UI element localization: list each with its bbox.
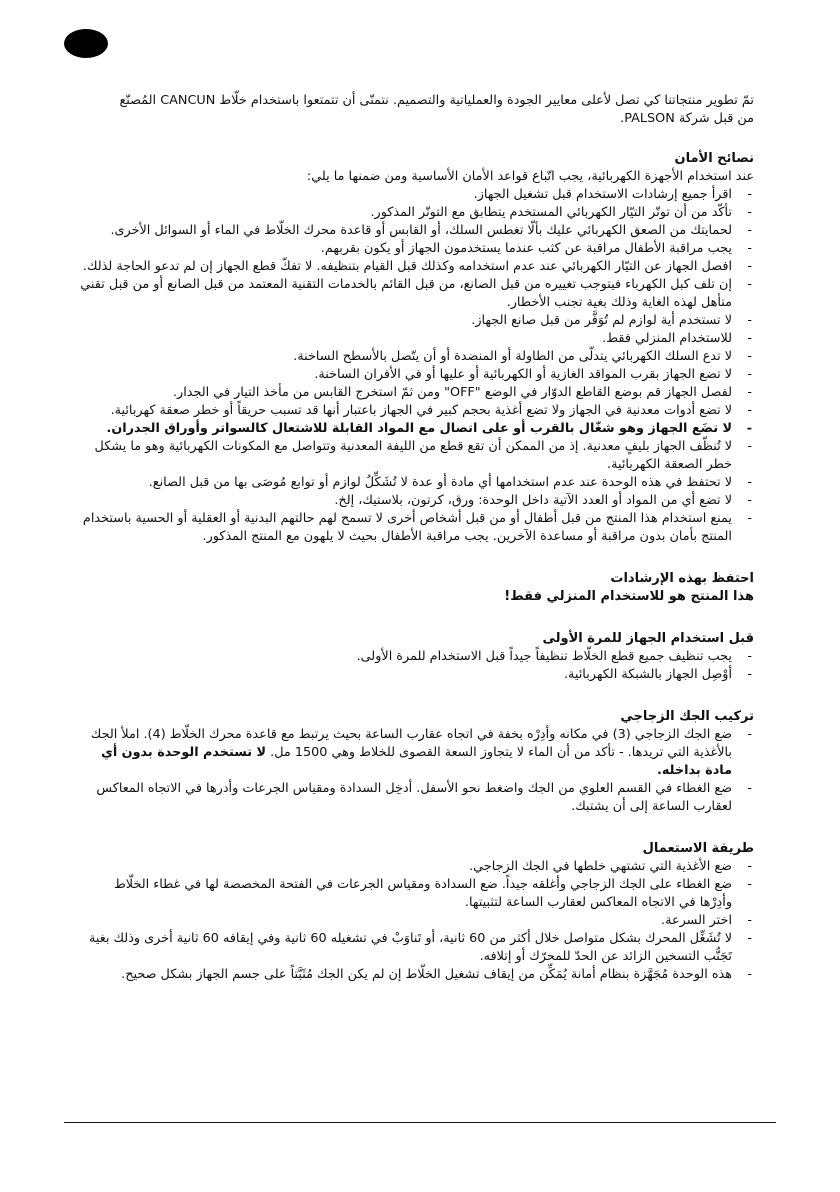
list-item: - لا تحتفظ في هذه الوحدة عند عدم استخدامها أي مادة أو عدة لا تُشَكِّلُ لوازم أو توابع مُوصَى بها من قبل الصانع. xyxy=(78,474,754,492)
intro-line-2: من قبل شركة PALSON. xyxy=(620,111,754,126)
language-tab-marker xyxy=(64,29,108,58)
jug-section xyxy=(78,708,754,816)
safety-section xyxy=(78,150,754,546)
list-item: - ضع الأغذية التي تشتهي خلطها في الجك الزجاجي. xyxy=(78,858,754,876)
household-only-note: هذا المنتج هو للاستخدام المنزلي فقط! xyxy=(504,589,754,604)
intro-line-1: تمّ تطوير منتجاتنا كي تصل لأعلى معايير الجودة والعملياتية والتصميم. نتمنّى أن تتمتعوا باستخدام خلّاط CANCUN المُصنّع xyxy=(119,93,754,108)
list-item: - هذه الوحدة مُجَهَّزة بنظام أمانة يُمَكِّن من إيقاف تشغيل الخلّاط إن لم يكن الجك مُثَبَّتاً على جسم الجهاز بشكل صحيح. xyxy=(78,966,754,984)
safety-list xyxy=(78,186,754,546)
manual-content xyxy=(78,92,754,1004)
list-item: - لا تضع الجهاز بقرب المواقد الغازية أو الكهربائية أو عليها أو في الأفران الساخنة. xyxy=(78,366,754,384)
jug-warning-text: لا تستخدم الوحدة بدون أي مادة بداخله. xyxy=(101,745,732,778)
list-item: - تأكّد من أن توتّر التيّار الكهربائي المستخدم يتطابق مع التوتّر المذكور. xyxy=(78,204,754,222)
first-use-list xyxy=(78,648,754,684)
list-item: - لفصل الجهاز قم بوضع القاطع الدوّار في الوضع "OFF" ومن ثمّ استخرج القابس من مأخذ التيار في الجدار. xyxy=(78,384,754,402)
keep-section xyxy=(78,570,754,606)
keep-heading: احتفظ بهذه الإرشادات xyxy=(610,571,754,586)
list-item: - للاستخدام المنزلي فقط. xyxy=(78,330,754,348)
list-item: - اختر السرعة. xyxy=(78,912,754,930)
list-item: - لا تستخدم أية لوازم لم تُوَفَّر من قبل صانع الجهاز. xyxy=(78,312,754,330)
list-item: - لا تضع أدوات معدنية في الجهاز ولا تضع أغذية بحجم كبير في الجهاز باعتبار أنها قد تسبب حريقاً أو خطر صعقة كهربائية. xyxy=(78,402,754,420)
list-item: - لا تُنظّف الجهاز بليفٍ معدنية. إذ من الممكن أن تقع قطع من الليفة المعدنية وتتواصل مع المكونات الكهربائية وهو ما يشكل خطر الصعقة الكهربائية. xyxy=(78,438,754,474)
list-item: - يجب مراقبة الأطفال مراقبة عن كثب عندما يستخدمون الجهاز أو يكون بقربهم. xyxy=(78,240,754,258)
list-item: - لا تضع أي من المواد أو العدد الآتية داخل الوحدة: ورق، كرتون، بلاستيك، إلخ. xyxy=(78,492,754,510)
list-item: - لا تُشَغِّل المحرك بشكل متواصل خلال أكثر من 60 ثانية، أو تَناوَبْ في تشغيله 60 ثانية وفي إيقافه 60 ثانية أخرى وذلك بغية تَجَنُّب التسخين الزائد عن الحدّ للمحرّك أو إتلافه. xyxy=(78,930,754,966)
safety-heading: نصائح الأمان xyxy=(674,151,754,166)
list-item: - لا تدع السلك الكهربائي يتدلّى من الطاولة أو المنضدة أو أن يتّصل بالأسطح الساخنة. xyxy=(78,348,754,366)
list-item: - يجب تنظيف جميع قطع الخلّاط تنظيفاً جيداً قبل الاستخدام للمرة الأولى. xyxy=(78,648,754,666)
usage-list xyxy=(78,858,754,984)
footer-rule xyxy=(64,1122,776,1123)
usage-heading: طريقة الاستعمال xyxy=(642,841,754,856)
first-use-section xyxy=(78,630,754,684)
safety-lead: عند استخدام الأجهزة الكهربائية، يجب اتّباع قواعد الأمان الأساسية ومن ضمنها ما يلي: xyxy=(306,169,754,184)
list-item xyxy=(78,726,754,780)
list-item: - لحمايتك من الصعق الكهربائي عليك بألّا تغطس السلك، أو القابس أو قاعدة محرك الخلّاط في الماء أو السوائل الأخرى. xyxy=(78,222,754,240)
jug-list xyxy=(78,726,754,816)
list-item: - أوْصِل الجهاز بالشبكة الكهربائية. xyxy=(78,666,754,684)
first-use-heading: قبل استخدام الجهاز للمرة الأولى xyxy=(542,631,754,646)
list-item: - اقرأ جميع إرشادات الاستخدام قبل تشغيل الجهاز. xyxy=(78,186,754,204)
jug-step-text: ضع الجك الزجاجي (3) في مكانه وأدِرْه بخفة في اتجاه عقارب الساعة بحيث يرتبط مع قاعدة محرك الخلّاط (4). املأ الجك بالأغذية التي تريدها. - تأكد من أن الماء لا يتجاوز السعة القصوى للخلاط وهي 1500 مل. xyxy=(90,727,732,760)
list-item: - يمنع استخدام هذا المنتج من قبل أطفال أو من قبل أشخاص أخرى لا تسمح لهم حالتهم البدنية أو العقلية أو الحسية باستخدام المنتج بأمان بدون مراقبة أو مساعدة الآخرين. يجب مراقبة الأطفال بحيث لا يلهون مع المنتج المذكور. xyxy=(78,510,754,546)
jug-heading: تركيب الجك الزجاجي xyxy=(620,709,754,724)
list-item: - إن تلف كبل الكهرباء فيتوجب تغييره من قبل الصانع، من قبل القائم بالخدمات التقنية المعتمد من قبل الصانع أو من قبل تقني متأهل لهذه الغاية وذلك بغية تجنب الأخطار. xyxy=(78,276,754,312)
list-item: - ضع الغطاء على الجك الزجاجي وأغلقه جيداً. ضع السدادة ومقياس الجرعات في الفتحة المخصصة لها في غطاء الخلّاط وأدِرْها في الاتجاه المعاكس لعقارب الساعة لتثبيتها. xyxy=(78,876,754,912)
list-item-warning: - لا تضَع الجهاز وهو شغّال بالقرب أو على اتصال مع المواد القابلة للاشتعال كالسواتر وأوراق الجدران. xyxy=(78,420,754,438)
list-item: - ضع الغطاء في القسم العلوي من الجك واضغط نحو الأسفل. أدخِل السدادة ومقياس الجرعات وأدرها في الاتجاه المعاكس لعقارب الساعة إلى أن يشتبك. xyxy=(78,780,754,816)
list-item: - افصل الجهاز عن التيّار الكهربائي عند عدم استخدامه وكذلك قبل القيام بتنظيفه. لا تفكّ قطع الجهاز إن لم تدعو الحاجة لذلك. xyxy=(78,258,754,276)
intro-paragraph xyxy=(78,92,754,128)
usage-section xyxy=(78,840,754,984)
